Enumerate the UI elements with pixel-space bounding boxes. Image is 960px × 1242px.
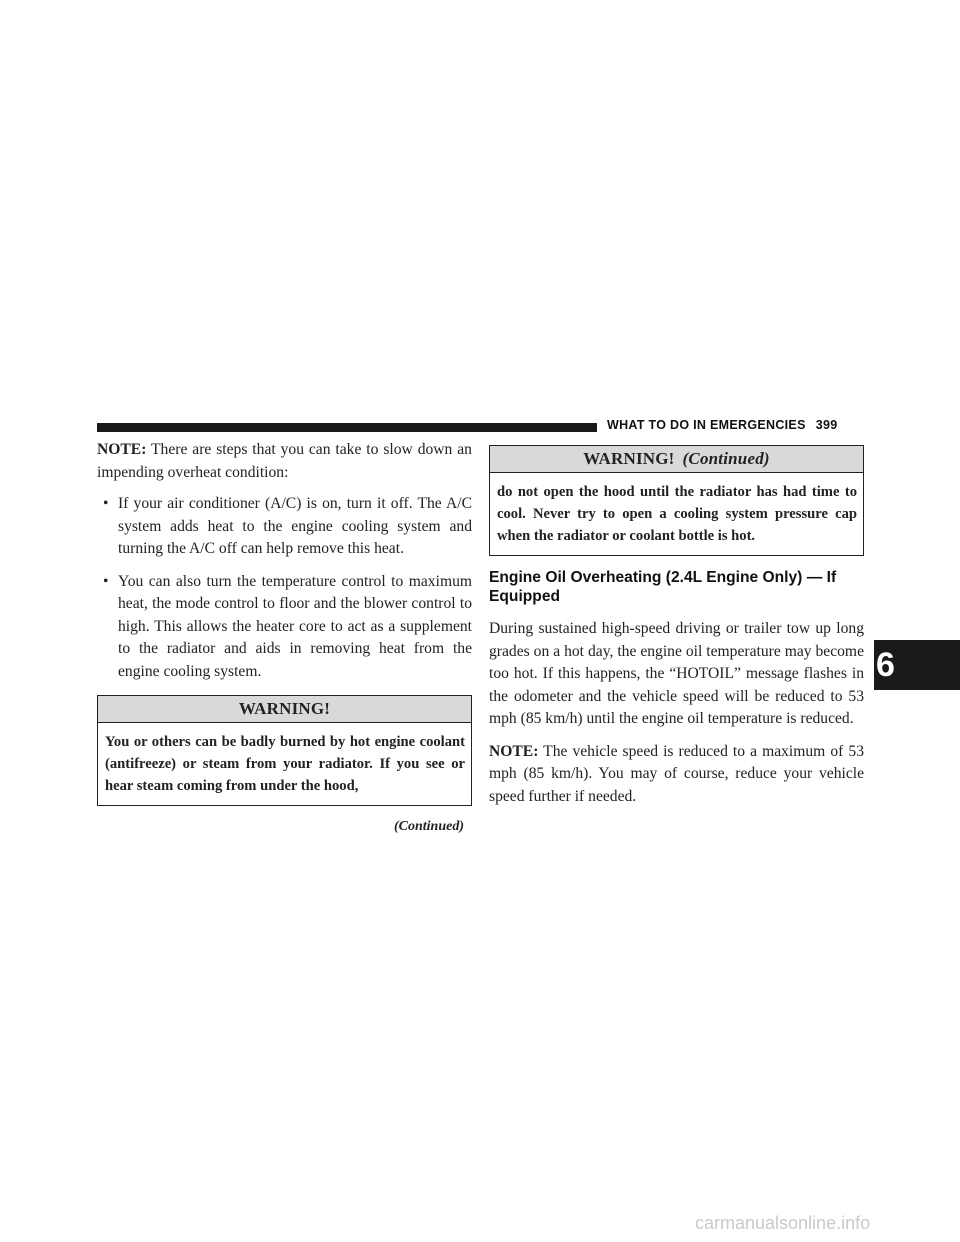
chapter-number: 6 xyxy=(876,646,895,684)
tips-list xyxy=(97,493,472,683)
note-text: There are steps that you can take to slow down an impending overheat condition: xyxy=(97,441,472,481)
warning-title: WARNING! xyxy=(238,699,331,718)
note-text: The vehicle speed is reduced to a maximum of 53 mph (85 km/h). You may of course, reduce your vehicle speed further if needed. xyxy=(489,742,864,805)
header-title: WHAT TO DO IN EMERGENCIES xyxy=(607,418,806,432)
bullet-icon: • xyxy=(103,572,109,590)
warning-body: do not open the hood until the radiator has had time to cool. Never try to open a cooling system pressure cap when the radiator or coolant bottle is hot. xyxy=(497,484,857,544)
warning-box-continued xyxy=(489,445,864,556)
left-column xyxy=(97,439,472,839)
page-number: 399 xyxy=(815,418,838,432)
chapter-tab xyxy=(874,640,960,690)
body-paragraph: During sustained high-speed driving or trailer tow up long grades on a hot day, the engine oil temperature may become too hot. If this happens, the “HOTOIL” message flashes in the odometer and the vehicle speed will be reduced to 53 mph (85 km/h) until the engine oil temperature is reduced. xyxy=(489,620,864,727)
list-item xyxy=(97,571,472,684)
continued-label: (Continued) xyxy=(393,819,464,834)
watermark: carmanualsonline.info xyxy=(695,1213,871,1233)
right-column xyxy=(489,445,864,808)
list-item-text: If your air conditioner (A/C) is on, turn it off. The A/C system adds heat to the engine cooling system and turning the A/C off can help remove this heat. xyxy=(118,495,472,557)
running-header xyxy=(607,418,837,432)
note-paragraph xyxy=(489,741,864,809)
bullet-icon: • xyxy=(103,495,109,512)
note-label: NOTE: xyxy=(489,742,539,760)
warning-body: You or others can be badly burned by hot engine coolant (antifreeze) or steam from your radiator. If you see or hear steam coming from under the hood, xyxy=(105,734,465,794)
header-rule xyxy=(97,423,597,432)
warning-continued-label: (Continued) xyxy=(682,449,770,468)
warning-box xyxy=(97,695,472,806)
list-item xyxy=(97,493,472,561)
warning-header xyxy=(98,696,471,723)
warning-title: WARNING! xyxy=(583,449,675,468)
warning-header xyxy=(490,446,863,473)
note-label: NOTE: xyxy=(97,441,147,458)
section-heading: Engine Oil Overheating (2.4L Engine Only) — If Equipped xyxy=(489,569,837,605)
list-item-text: You can also turn the temperature control to maximum heat, the mode control to floor and the blower control to high. This allows the heater core to act as a supplement to the radiator and aids in removing heat from the engine cooling system. xyxy=(118,572,472,680)
note-paragraph xyxy=(97,439,472,484)
